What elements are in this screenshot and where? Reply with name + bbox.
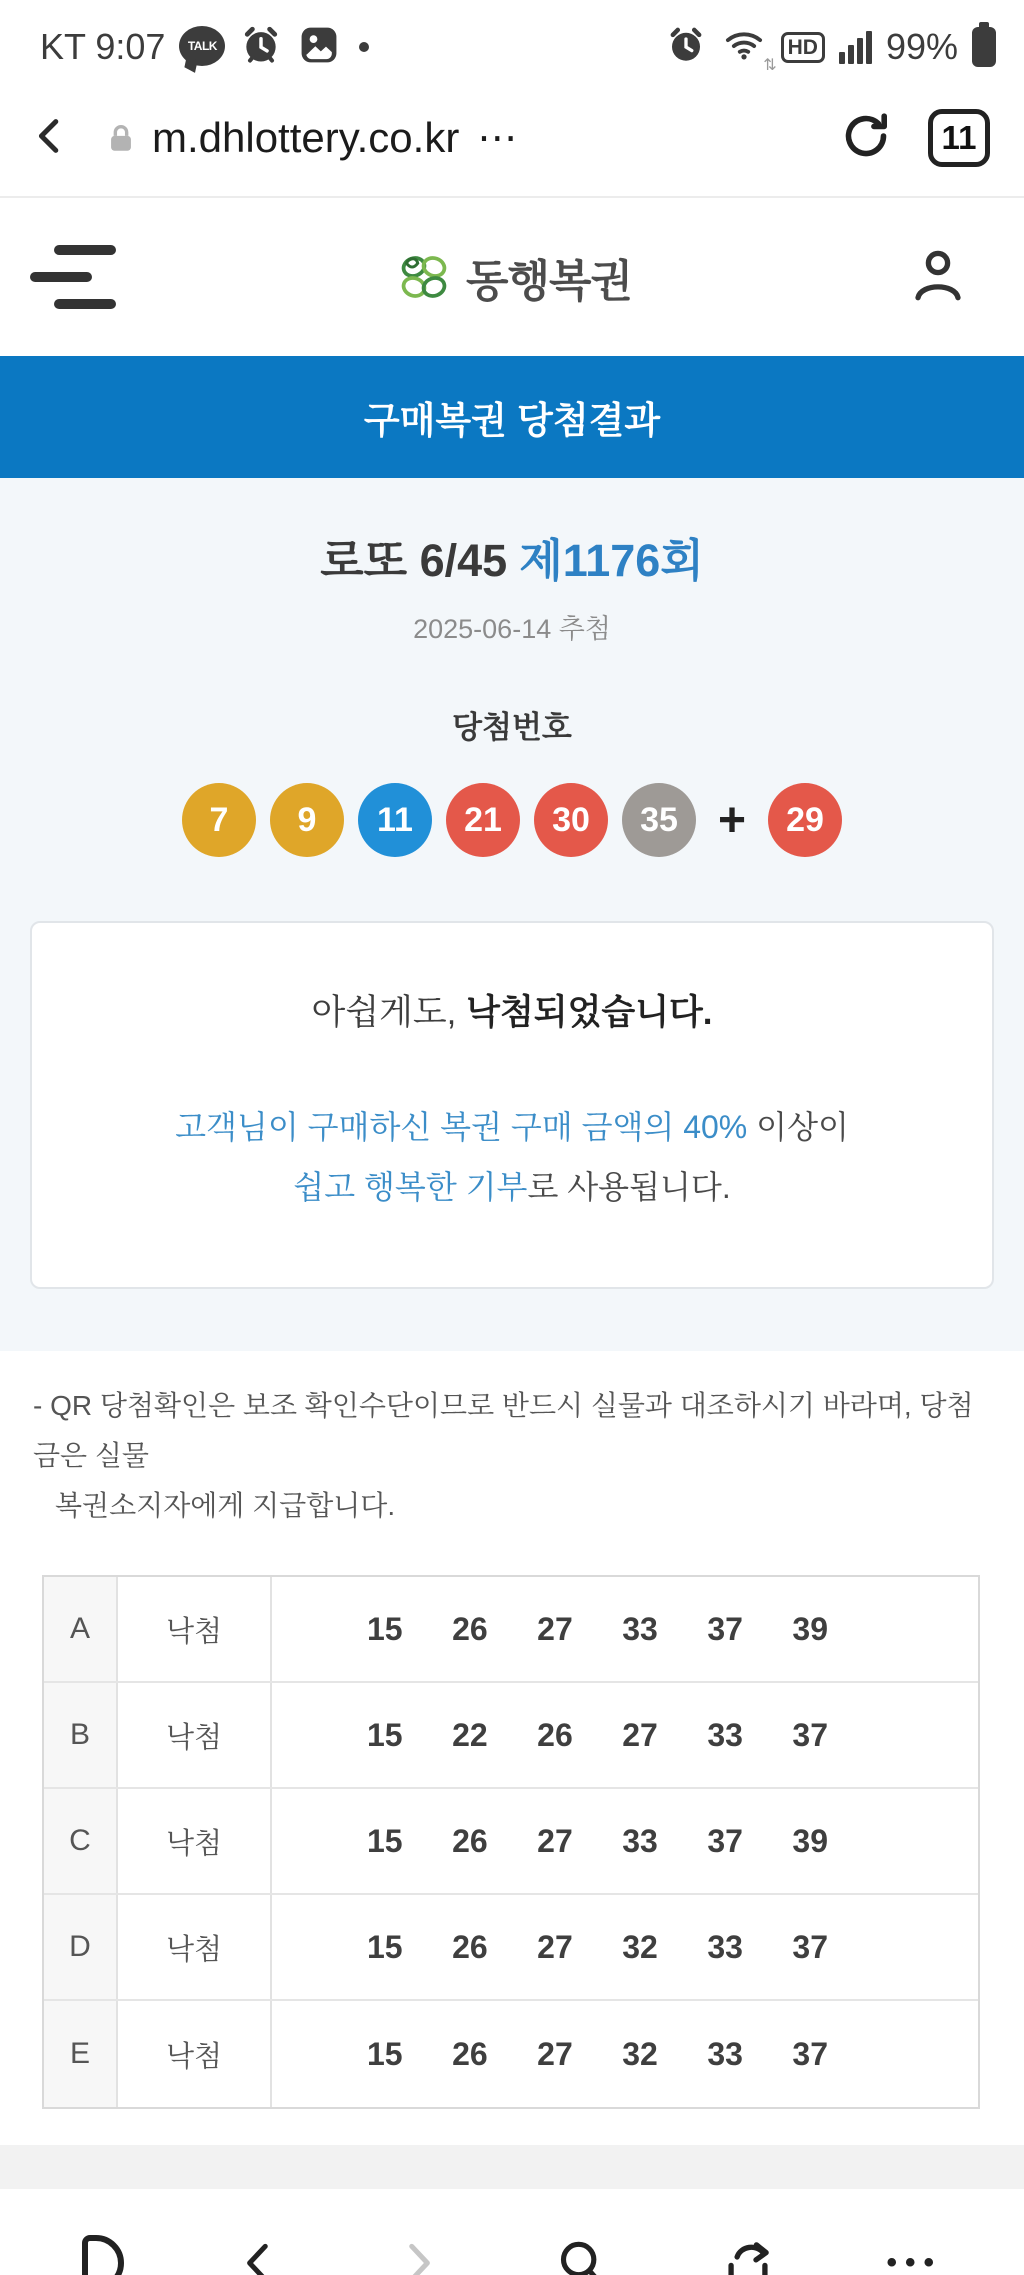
ticket-number: 33 (622, 1822, 658, 1859)
ticket-number: 26 (452, 1928, 488, 1965)
winning-numbers-label: 당첨번호 (452, 710, 572, 745)
bonus-ball: 29 (768, 783, 842, 857)
winning-ball: 9 (270, 783, 344, 857)
refresh-icon[interactable] (838, 108, 894, 169)
ticket-number: 22 (452, 1716, 488, 1753)
ticket-number: 33 (707, 1928, 743, 1965)
ticket-row (44, 2001, 978, 2107)
result-message: 아쉽게도, 낙첨되었습니다. (311, 993, 713, 1032)
result-message-box (30, 921, 994, 1289)
ticket-row-numbers (272, 1895, 978, 1999)
url-ellipsis: ⋯ (477, 116, 520, 160)
alarm-notification-icon (239, 23, 283, 72)
site-header (0, 198, 1024, 356)
ticket-row-label: A (44, 1577, 118, 1681)
url-text: m.dhlottery.co.kr (152, 114, 460, 161)
page-title-banner (0, 356, 1024, 478)
draw-date: 2025-06-14 추첨 (413, 614, 611, 644)
browser-search-icon[interactable] (553, 2231, 609, 2275)
ticket-number: 37 (792, 2035, 828, 2072)
ticket-number: 26 (452, 1822, 488, 1859)
logo-text: 동행복권 (465, 257, 632, 306)
ticket-row-status: 낙첨 (118, 1683, 272, 1787)
ticket-number: 39 (792, 1822, 828, 1859)
ticket-row (44, 1895, 978, 2001)
winning-ball: 7 (182, 783, 256, 857)
ticket-number: 26 (452, 2035, 488, 2072)
winning-ball: 21 (446, 783, 520, 857)
lotto-round-title (0, 524, 1024, 589)
status-left (40, 23, 369, 72)
lotto-round-number: 제1176회 (519, 535, 704, 586)
browser-share-icon[interactable] (719, 2231, 777, 2275)
more-notifications-dot-icon (359, 42, 369, 52)
browser-address-bar (0, 80, 1024, 198)
alarm-status-icon (665, 24, 707, 71)
ticket-row (44, 1683, 978, 1789)
winning-numbers-balls (0, 783, 1024, 857)
user-profile-icon[interactable] (906, 243, 970, 312)
wifi-traffic-arrows-icon: ⇅ (763, 56, 777, 74)
battery-percent: 99% (885, 26, 958, 67)
ticket-number: 32 (622, 1928, 658, 1965)
ticket-row-numbers (272, 2001, 978, 2107)
signal-strength-icon (839, 30, 872, 64)
ticket-number: 27 (622, 1716, 658, 1753)
ticket-row-label: C (44, 1789, 118, 1893)
ticket-row-status: 낙첨 (118, 1895, 272, 1999)
site-logo[interactable] (394, 245, 632, 309)
ticket-number: 37 (707, 1610, 743, 1647)
ticket-number: 15 (367, 2035, 403, 2072)
browser-more-icon[interactable]: ••• (886, 2246, 942, 2275)
hd-voice-icon: HD (781, 32, 825, 63)
ticket-row-numbers (272, 1683, 978, 1787)
winning-ball: 30 (534, 783, 608, 857)
back-chevron-icon[interactable] (28, 109, 74, 168)
browser-forward-icon (393, 2231, 443, 2275)
ticket-row-status: 낙첨 (118, 1789, 272, 1893)
ticket-row-status: 낙첨 (118, 2001, 272, 2107)
donation-message: 고객님이 구매하신 복권 구매 금액의 40% 이상이 쉽고 행복한 기부로 사용됩니다. (175, 1109, 849, 1205)
ticket-number: 27 (537, 1822, 573, 1859)
lotto-game-name: 로또 6/45 (320, 535, 508, 586)
ticket-number: 15 (367, 1928, 403, 1965)
ticket-row-status: 낙첨 (118, 1577, 272, 1681)
carrier-time: KT 9:07 (40, 26, 166, 67)
plus-sign: + (717, 793, 747, 847)
ticket-number: 32 (622, 2035, 658, 2072)
ticket-number: 33 (622, 1610, 658, 1647)
ticket-row-numbers (272, 1577, 978, 1681)
clover-logo-icon (394, 247, 454, 307)
ticket-number: 33 (707, 2035, 743, 2072)
browser-toolbar (0, 2189, 1024, 2275)
ticket-number: 33 (707, 1716, 743, 1753)
ticket-row (44, 1577, 978, 1683)
winning-ball: 35 (622, 783, 696, 857)
ticket-number: 15 (367, 1610, 403, 1647)
ticket-number: 37 (792, 1716, 828, 1753)
ticket-number: 27 (537, 1928, 573, 1965)
winning-ball: 11 (358, 783, 432, 857)
page-bottom-strip (0, 2145, 1024, 2189)
ticket-number: 27 (537, 2035, 573, 2072)
ticket-row (44, 1789, 978, 1895)
ticket-number: 26 (537, 1716, 573, 1753)
battery-icon (972, 27, 996, 67)
lock-icon (104, 118, 138, 158)
qr-notice: - QR 당첨확인은 보조 확인수단이므로 반드시 실물과 대조하시기 바라며, 당첨금은 실물 복권소지자에게 지급합니다. (33, 1390, 974, 1521)
ticket-section (0, 1351, 1024, 2145)
status-bar (0, 0, 1024, 80)
ticket-number: 15 (367, 1822, 403, 1859)
ticket-number: 39 (792, 1610, 828, 1647)
kakaotalk-notification-icon: TALK (179, 26, 225, 68)
ticket-row-label: D (44, 1895, 118, 1999)
ticket-number: 26 (452, 1610, 488, 1647)
ticket-number: 27 (537, 1610, 573, 1647)
browser-back-icon[interactable] (234, 2231, 284, 2275)
gallery-notification-icon (297, 23, 341, 72)
ticket-row-numbers (272, 1789, 978, 1893)
wifi-icon (721, 24, 777, 74)
menu-hamburger-icon[interactable] (54, 245, 120, 309)
ticket-row-label: B (44, 1683, 118, 1787)
tab-count-button[interactable]: 11 (928, 109, 990, 167)
result-section (0, 478, 1024, 1351)
ticket-results-table (42, 1575, 980, 2109)
ticket-row-label: E (44, 2001, 118, 2107)
ticket-number: 15 (367, 1716, 403, 1753)
url-field[interactable] (104, 114, 838, 162)
browser-home-d-icon[interactable] (82, 2231, 124, 2275)
ticket-number: 37 (707, 1822, 743, 1859)
ticket-number: 37 (792, 1928, 828, 1965)
status-right (665, 24, 996, 74)
page-title: 구매복권 당첨결과 (363, 400, 661, 441)
